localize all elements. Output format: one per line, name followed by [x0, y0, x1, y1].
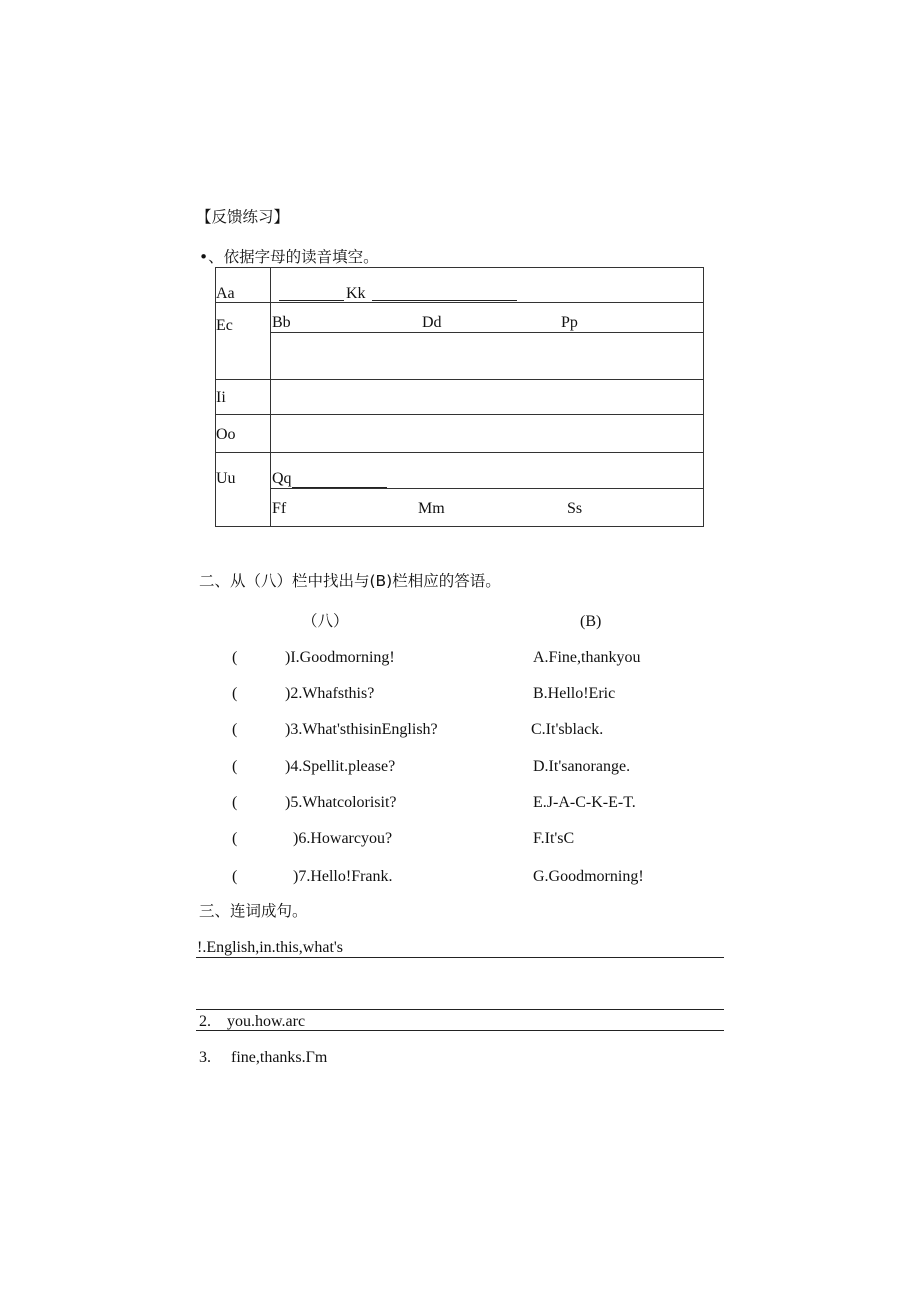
table-ff: Ff — [272, 500, 287, 517]
question-text: )6.Howarcyou? — [293, 830, 393, 847]
question-text: )2.Whafsthis? — [285, 685, 375, 702]
question-paren: ( — [232, 794, 238, 811]
table-mm: Mm — [418, 500, 445, 517]
answer-line — [196, 1030, 724, 1031]
answer-text: B.Hello!Eric — [533, 685, 616, 702]
table-dd: Dd — [422, 314, 442, 331]
answer-text: E.J-A-C-K-E-T. — [533, 794, 636, 811]
table-bb: Bb — [272, 314, 291, 331]
answer-text: G.Goodmorning! — [533, 868, 644, 885]
question-text: )4.Spellit.please? — [285, 758, 396, 775]
question-paren: ( — [232, 758, 238, 775]
answer-line — [196, 1009, 724, 1010]
answer-text: D.It'sanorange. — [533, 758, 631, 775]
table-left-ec: Ec — [216, 317, 233, 334]
section2-title: 二、从（八）栏中找出与(B)栏相应的答语。 — [199, 572, 501, 590]
blank-line — [279, 300, 344, 301]
section3-title: 三、连词成句。 — [199, 902, 308, 920]
table-left-ii: Ii — [216, 389, 226, 406]
table-kk: Kk — [346, 285, 366, 302]
question-paren: ( — [232, 868, 238, 885]
question-text: )5.Whatcolorisit? — [285, 794, 397, 811]
table-qq: Qq — [272, 470, 292, 487]
sentence-item-3-number: 3. — [199, 1049, 211, 1066]
question-text: )3.What'sthisinEnglish? — [285, 721, 438, 738]
table-ss: Ss — [567, 500, 583, 517]
column-a-header: （八） — [302, 612, 349, 630]
table-left-uu: Uu — [216, 470, 236, 487]
answer-text: A.Fine,thankyou — [533, 649, 641, 666]
table-left-aa: Aa — [216, 285, 235, 302]
table-left-oo: Oo — [216, 426, 236, 443]
column-b-header: (B) — [580, 613, 602, 630]
section1-title: •、依据字母的读音填空。 — [199, 248, 379, 266]
answer-line — [196, 957, 724, 958]
question-paren: ( — [232, 721, 238, 738]
question-paren: ( — [232, 649, 238, 666]
question-paren: ( — [232, 830, 238, 847]
answer-text: F.It'sC — [533, 830, 575, 847]
answer-text: C.It'sblack. — [531, 721, 604, 738]
question-paren: ( — [232, 685, 238, 702]
sentence-item-2: you.how.arc — [227, 1013, 306, 1030]
blank-line — [372, 300, 517, 301]
section-header: 【反馈练习】 — [196, 208, 290, 226]
question-text: )I.Goodmorning! — [285, 649, 395, 666]
question-text: )7.Hello!Frank. — [293, 868, 393, 885]
sentence-item-2-number: 2. — [199, 1013, 211, 1030]
table-pp: Pp — [561, 314, 578, 331]
sentence-item-1: !.English,in.this,what's — [197, 939, 343, 956]
sentence-item-3: fine,thanks.Γm — [231, 1049, 328, 1066]
blank-line — [292, 487, 387, 488]
